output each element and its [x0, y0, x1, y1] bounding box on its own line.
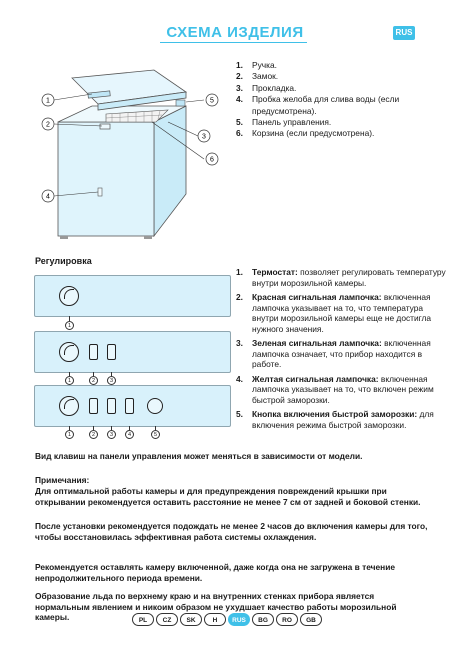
item-text: Пробка желоба для слива воды (если предусмотрена). [252, 94, 400, 116]
item-number: 2. [236, 71, 243, 82]
red-lamp-icon [89, 398, 98, 414]
item-number: 5. [236, 117, 243, 128]
item-number: 5. [236, 409, 243, 419]
item-text: Корзина (если предусмотрена). [252, 128, 375, 139]
diagram-callout-label: 4 [46, 193, 50, 201]
language-pill-sk[interactable]: SK [180, 613, 202, 626]
panel-callout: 1 [65, 376, 74, 385]
language-pill-cz[interactable]: CZ [156, 613, 178, 626]
list-item [236, 83, 441, 94]
list-item [236, 117, 441, 128]
diagram-callout-label: 3 [202, 133, 206, 141]
panel-variation-note: Вид клавиш на панели управления может меняться в зависимости от модели. [35, 451, 363, 461]
item-number: 1. [236, 267, 243, 277]
note-paragraph-2: После установки рекомендуется подождать не менее 2 часов до включения камеры для того, чтобы восстановилась эффективная работа системы охлаждения. [35, 521, 428, 542]
item-title: Зеленая сигнальная лампочка: [252, 338, 382, 348]
green-lamp-icon [107, 344, 116, 360]
control-panel-variant-1 [34, 275, 231, 317]
list-item [236, 374, 446, 406]
diagram-callout-label: 5 [210, 97, 214, 105]
panel-callout: 5 [151, 430, 160, 439]
language-selector [132, 613, 322, 627]
item-number: 2. [236, 292, 243, 302]
item-text: Прокладка. [252, 82, 297, 93]
item-title: Желтая сигнальная лампочка: [252, 373, 379, 384]
language-pill-pl[interactable]: PL [132, 613, 154, 626]
controls-list [236, 267, 446, 434]
item-text: Ручка. [252, 60, 277, 70]
item-title: Термостат: [252, 267, 298, 277]
fast-freeze-button-icon [147, 398, 163, 414]
item-title: Красная сигнальная лампочка: [252, 292, 382, 302]
item-number: 4. [236, 373, 243, 384]
panel-callout: 2 [89, 430, 98, 439]
item-number: 3. [236, 338, 243, 348]
item-text: включенная лампочка означает, что прибор находится в работе. [252, 338, 431, 369]
list-item [236, 409, 446, 430]
diagram-callout-label: 1 [46, 97, 50, 105]
item-text: Замок. [252, 71, 279, 82]
item-number: 4. [236, 94, 243, 105]
list-item [236, 128, 441, 139]
list-item [236, 267, 446, 288]
panel-callout: 1 [65, 430, 74, 439]
panel-callout: 1 [65, 321, 74, 330]
language-pill-h[interactable]: H [204, 613, 226, 626]
page-title: СХЕМА ИЗДЕЛИЯ [166, 24, 304, 41]
title-underline [160, 42, 307, 43]
list-item [236, 292, 446, 334]
parts-list [236, 60, 441, 140]
section-heading-adjustment: Регулировка [35, 256, 92, 266]
diagram-callout-label: 2 [46, 121, 50, 129]
list-item [236, 71, 441, 82]
thermostat-knob-icon [59, 396, 79, 416]
panel-callout: 4 [125, 430, 134, 439]
notes-heading: Примечания: [35, 475, 90, 485]
control-panel-variant-3 [34, 385, 231, 427]
item-text: включенная лампочка указывает на то, что включен режим быстрой заморозки. [252, 373, 434, 405]
control-panel-variant-2 [34, 331, 231, 373]
thermostat-knob-icon [59, 342, 79, 362]
panel-callout: 2 [89, 376, 98, 385]
item-text: позволяет регулировать температуру внутри морозильной камеры. [252, 267, 446, 288]
chest-freezer-diagram [36, 62, 226, 244]
item-number: 1. [236, 60, 243, 70]
item-title: Кнопка включения быстрой заморозки: [252, 409, 418, 419]
list-item [236, 94, 441, 117]
item-number: 3. [236, 82, 243, 93]
language-badge: RUS [393, 26, 415, 40]
language-pill-rus[interactable]: RUS [228, 613, 250, 626]
thermostat-knob-icon [59, 286, 79, 306]
panel-callout: 3 [107, 430, 116, 439]
item-text: Панель управления. [252, 117, 332, 128]
green-lamp-icon [107, 398, 116, 414]
note-paragraph-4: Образование льда по верхнему краю и на внутренних стенках прибора является нормальным явлением и никоим образом не ухудшает качество работы морозильной камеры. [35, 591, 397, 623]
note-paragraph-3: Рекомендуется оставлять камеру включенной, даже когда она не загружена в течение непродолжительного периода времени. [35, 562, 396, 583]
list-item [236, 60, 441, 71]
diagram-callout-label: 6 [210, 156, 214, 164]
item-text: для включения режима быстрой заморозки. [252, 409, 434, 430]
panel-callout: 3 [107, 376, 116, 385]
item-number: 6. [236, 128, 243, 139]
item-text: включенная лампочка указывает на то, что температура внутри морозильной камеры еще не достигла нужного значения. [252, 292, 432, 334]
yellow-lamp-icon [125, 398, 134, 414]
red-lamp-icon [89, 344, 98, 360]
language-pill-ro[interactable]: RO [276, 613, 298, 626]
note-paragraph-1: Для оптимальной работы камеры и для предупреждения повреждений крышки при открывании рекомендуется оставить расстояние не менее 7 см от задней и боковой стенки. [35, 486, 421, 507]
list-item [236, 338, 446, 370]
language-pill-gb[interactable]: GB [300, 613, 322, 626]
language-pill-bg[interactable]: BG [252, 613, 274, 626]
